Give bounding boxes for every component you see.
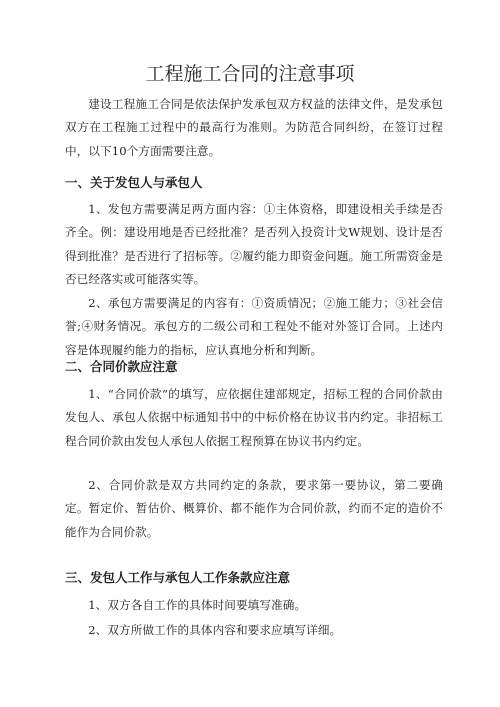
section-3-paragraph-1: 1、双方各自工作的具体时间要填写准确。: [88, 598, 307, 612]
section-heading-1: 一、关于发包人与承包人: [65, 175, 203, 190]
section-3-paragraph-2: 2、双方所做工作的具体内容和要求应填写详细。: [88, 623, 342, 637]
section-heading-3: 三、发包人工作与承包人工作条款应注意: [65, 570, 291, 585]
section-2-paragraph-2: 2、合同价款是双方共同约定的条款，要求第一要协议，第二要确定。暂定价、暂估价、概算价、都不能作为合同价款，约而不定的造价不能作为合同价款。: [65, 478, 443, 539]
intro-paragraph: 建设工程施工合同是依法保护发承包双方权益的法律文件，是发承包双方在工程施工过程中的最高行为准则。为防范合同纠纷，在签订过程中，以下10个方面需要注意。: [65, 97, 443, 158]
section-1-paragraph-1: 1、发包方需要满足两方面内容：①主体资格，即建设相关手续是否齐全。例：建设用地是否已经批准？是否列入投资计戈W规划、设计是否得到批准？是否进行了招标等。②履约能力即资金问题。施工所需资金是否已经落实或可能落实等。: [65, 202, 443, 287]
section-heading-2: 二、合同价款应注意: [65, 359, 178, 374]
section-2-paragraph-1: 1、“合同价款”的填写，应依据住建部规定，招标工程的合同价款由发包人、承包人依据中标通知书中的中标价格在协议书内约定。非招标工程合同价款由发包人承包人依据工程预算在协议书内约定。: [65, 387, 443, 448]
section-1-paragraph-2: 2、承包方需要满足的内容有：①资质情况；②施工能力；③社会信誉;④财务情况。承包方的二级公司和工程处不能对外签订合同。上述内容是体现履约能力的指标，应认真地分析和判断。: [65, 296, 443, 357]
document-title: 工程施工合同的注意事项: [145, 63, 355, 85]
